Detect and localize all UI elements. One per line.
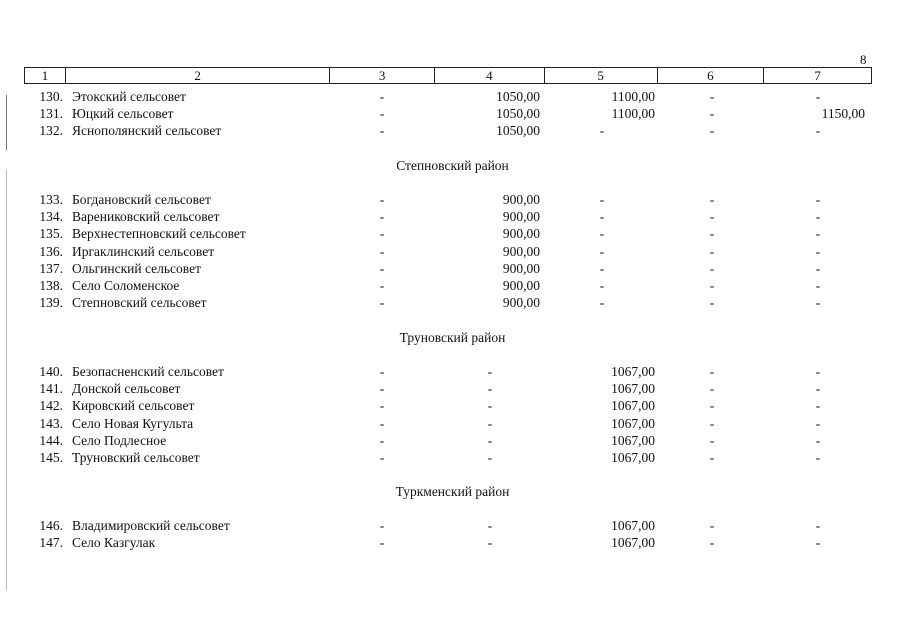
settlement-name: Село Соломенское xyxy=(72,278,180,293)
settlement-name: Варениковский сельсовет xyxy=(72,209,220,225)
col4-value: - xyxy=(487,535,493,551)
settlement-name: Этокский сельсовет xyxy=(72,89,186,104)
settlement-name: Кировский сельсовет xyxy=(72,398,195,414)
col5-value: - xyxy=(599,278,605,293)
col6-value: - xyxy=(709,381,715,397)
col3-value: - xyxy=(379,535,385,551)
col7-value: - xyxy=(815,432,821,448)
col7-value: - xyxy=(815,243,821,259)
col7-value: - xyxy=(815,450,821,465)
table-row xyxy=(0,122,905,139)
settlement-name: Село Казгулак xyxy=(72,535,156,551)
col3-value: - xyxy=(379,450,385,465)
row-number: 137. xyxy=(39,260,63,276)
col3-value: - xyxy=(379,518,385,533)
col7-value: - xyxy=(815,295,821,311)
col5-value: 1067,00 xyxy=(611,381,655,397)
col6-value: - xyxy=(709,450,715,465)
table-header xyxy=(24,67,872,84)
col7-value: - xyxy=(815,535,821,551)
table-row xyxy=(0,534,905,551)
col6-value: - xyxy=(709,260,715,276)
col3-value: - xyxy=(379,415,385,431)
col4-value: 1050,00 xyxy=(496,123,540,139)
settlement-name: Ольгинский сельсовет xyxy=(72,260,201,276)
settlement-name: Владимировский сельсовет xyxy=(72,518,230,533)
col6-value: - xyxy=(709,415,715,431)
row-number: 131. xyxy=(39,106,63,122)
col5-value: 1067,00 xyxy=(611,364,655,379)
col5-value: 1067,00 xyxy=(611,415,655,431)
table-row xyxy=(0,415,905,432)
table-row xyxy=(0,397,905,414)
col7-value: - xyxy=(815,518,821,533)
col6-value: - xyxy=(709,106,715,122)
col3-value: - xyxy=(379,278,385,293)
col3-value: - xyxy=(379,243,385,259)
table-row xyxy=(0,260,905,277)
header-col-7: 7 xyxy=(814,68,821,83)
settlement-name: Донской сельсовет xyxy=(72,381,181,397)
settlement-name: Безопасненский сельсовет xyxy=(72,364,224,379)
col5-value: 1067,00 xyxy=(611,398,655,414)
col3-value: - xyxy=(379,209,385,225)
col6-value: - xyxy=(709,364,715,379)
col4-value: 1050,00 xyxy=(496,106,540,122)
table-row xyxy=(0,380,905,397)
col5-value: 1100,00 xyxy=(611,89,655,104)
page-number: 8 xyxy=(860,52,867,67)
col6-value: - xyxy=(709,226,715,242)
col7-value: - xyxy=(815,192,821,207)
header-col-2: 2 xyxy=(66,68,330,83)
header-col-5: 5 xyxy=(545,68,658,83)
col5-value: - xyxy=(599,192,605,207)
row-number: 145. xyxy=(39,450,63,465)
col5-value: - xyxy=(599,295,605,311)
col7-value: - xyxy=(815,381,821,397)
table-row xyxy=(0,225,905,242)
header-col-3: 3 xyxy=(330,68,435,83)
row-number: 133. xyxy=(39,192,63,207)
col7-value: - xyxy=(815,209,821,225)
col5-value: 1100,00 xyxy=(611,106,655,122)
district-heading: Туркменский район xyxy=(395,484,510,499)
header-col-6: 6 xyxy=(658,68,765,83)
col5-value: - xyxy=(599,243,605,259)
col4-value: 900,00 xyxy=(502,260,540,276)
col4-value: - xyxy=(487,364,493,379)
row-number: 147. xyxy=(39,535,63,551)
col7-value: - xyxy=(815,415,821,431)
col6-value: - xyxy=(709,295,715,311)
col4-value: 1050,00 xyxy=(496,89,540,104)
col5-value: 1067,00 xyxy=(611,518,655,533)
col7-value: - xyxy=(815,123,821,139)
col3-value: - xyxy=(379,260,385,276)
header-col-4: 4 xyxy=(435,68,545,83)
col6-value: - xyxy=(709,192,715,207)
col4-value: 900,00 xyxy=(502,209,540,225)
col4-value: - xyxy=(487,415,493,431)
col3-value: - xyxy=(379,364,385,379)
col6-value: - xyxy=(709,89,715,104)
row-number: 140. xyxy=(39,364,63,379)
row-number: 132. xyxy=(39,123,63,139)
settlement-name: Иргаклинский сельсовет xyxy=(72,243,215,259)
col7-value: - xyxy=(815,398,821,414)
row-number: 144. xyxy=(39,432,63,448)
row-number: 134. xyxy=(39,209,63,225)
settlement-name: Верхнестепновский сельсовет xyxy=(72,226,246,242)
table-row xyxy=(0,105,905,122)
col6-value: - xyxy=(709,398,715,414)
col4-value: 900,00 xyxy=(502,192,540,207)
settlement-name: Яснополянский сельсовет xyxy=(72,123,222,139)
col7-value: - xyxy=(815,226,821,242)
col5-value: - xyxy=(599,226,605,242)
col7-value: 1150,00 xyxy=(821,106,865,122)
table-row xyxy=(0,449,905,466)
row-number: 143. xyxy=(39,415,63,431)
row-number: 146. xyxy=(39,518,63,533)
settlement-name: Юцкий сельсовет xyxy=(72,106,174,122)
col4-value: - xyxy=(487,432,493,448)
row-number: 136. xyxy=(39,243,63,259)
col5-value: - xyxy=(599,260,605,276)
col6-value: - xyxy=(709,432,715,448)
col3-value: - xyxy=(379,106,385,122)
col4-value: - xyxy=(487,450,493,465)
col6-value: - xyxy=(709,243,715,259)
col3-value: - xyxy=(379,432,385,448)
col4-value: - xyxy=(487,398,493,414)
district-heading: Труновский район xyxy=(399,330,506,345)
table-row xyxy=(0,88,905,105)
row-number: 138. xyxy=(39,278,63,293)
settlement-name: Труновский сельсовет xyxy=(72,450,200,465)
col7-value: - xyxy=(815,260,821,276)
col7-value: - xyxy=(815,364,821,379)
table-row xyxy=(0,363,905,380)
table-row xyxy=(0,243,905,260)
row-number: 130. xyxy=(39,89,63,104)
col6-value: - xyxy=(709,278,715,293)
table-row xyxy=(0,517,905,534)
col5-value: 1067,00 xyxy=(611,450,655,465)
col5-value: - xyxy=(599,209,605,225)
settlement-name: Богдановский сельсовет xyxy=(72,192,211,207)
col3-value: - xyxy=(379,226,385,242)
col3-value: - xyxy=(379,89,385,104)
col3-value: - xyxy=(379,192,385,207)
col5-value: - xyxy=(599,123,605,139)
col4-value: - xyxy=(487,381,493,397)
col3-value: - xyxy=(379,295,385,311)
settlement-name: Село Подлесное xyxy=(72,432,167,448)
col6-value: - xyxy=(709,209,715,225)
table-row xyxy=(0,432,905,449)
col4-value: - xyxy=(487,518,493,533)
col6-value: - xyxy=(709,123,715,139)
col4-value: 900,00 xyxy=(502,243,540,259)
table-row xyxy=(0,294,905,311)
row-number: 141. xyxy=(39,381,63,397)
row-number: 135. xyxy=(39,226,63,242)
col7-value: - xyxy=(815,278,821,293)
row-number: 139. xyxy=(39,295,63,311)
district-heading: Степновский район xyxy=(396,158,509,173)
col4-value: 900,00 xyxy=(502,295,540,311)
settlement-name: Село Новая Кугульта xyxy=(72,415,194,431)
col3-value: - xyxy=(379,398,385,414)
col3-value: - xyxy=(379,123,385,139)
col5-value: 1067,00 xyxy=(611,432,655,448)
table-row xyxy=(0,191,905,208)
settlement-name: Степновский сельсовет xyxy=(72,295,207,311)
col4-value: 900,00 xyxy=(502,278,540,293)
header-col-1: 1 xyxy=(25,68,66,83)
row-number: 142. xyxy=(39,398,63,414)
col6-value: - xyxy=(709,535,715,551)
table-row xyxy=(0,208,905,225)
col3-value: - xyxy=(379,381,385,397)
col4-value: 900,00 xyxy=(502,226,540,242)
col7-value: - xyxy=(815,89,821,104)
table-row xyxy=(0,277,905,294)
col5-value: 1067,00 xyxy=(611,535,655,551)
col6-value: - xyxy=(709,518,715,533)
